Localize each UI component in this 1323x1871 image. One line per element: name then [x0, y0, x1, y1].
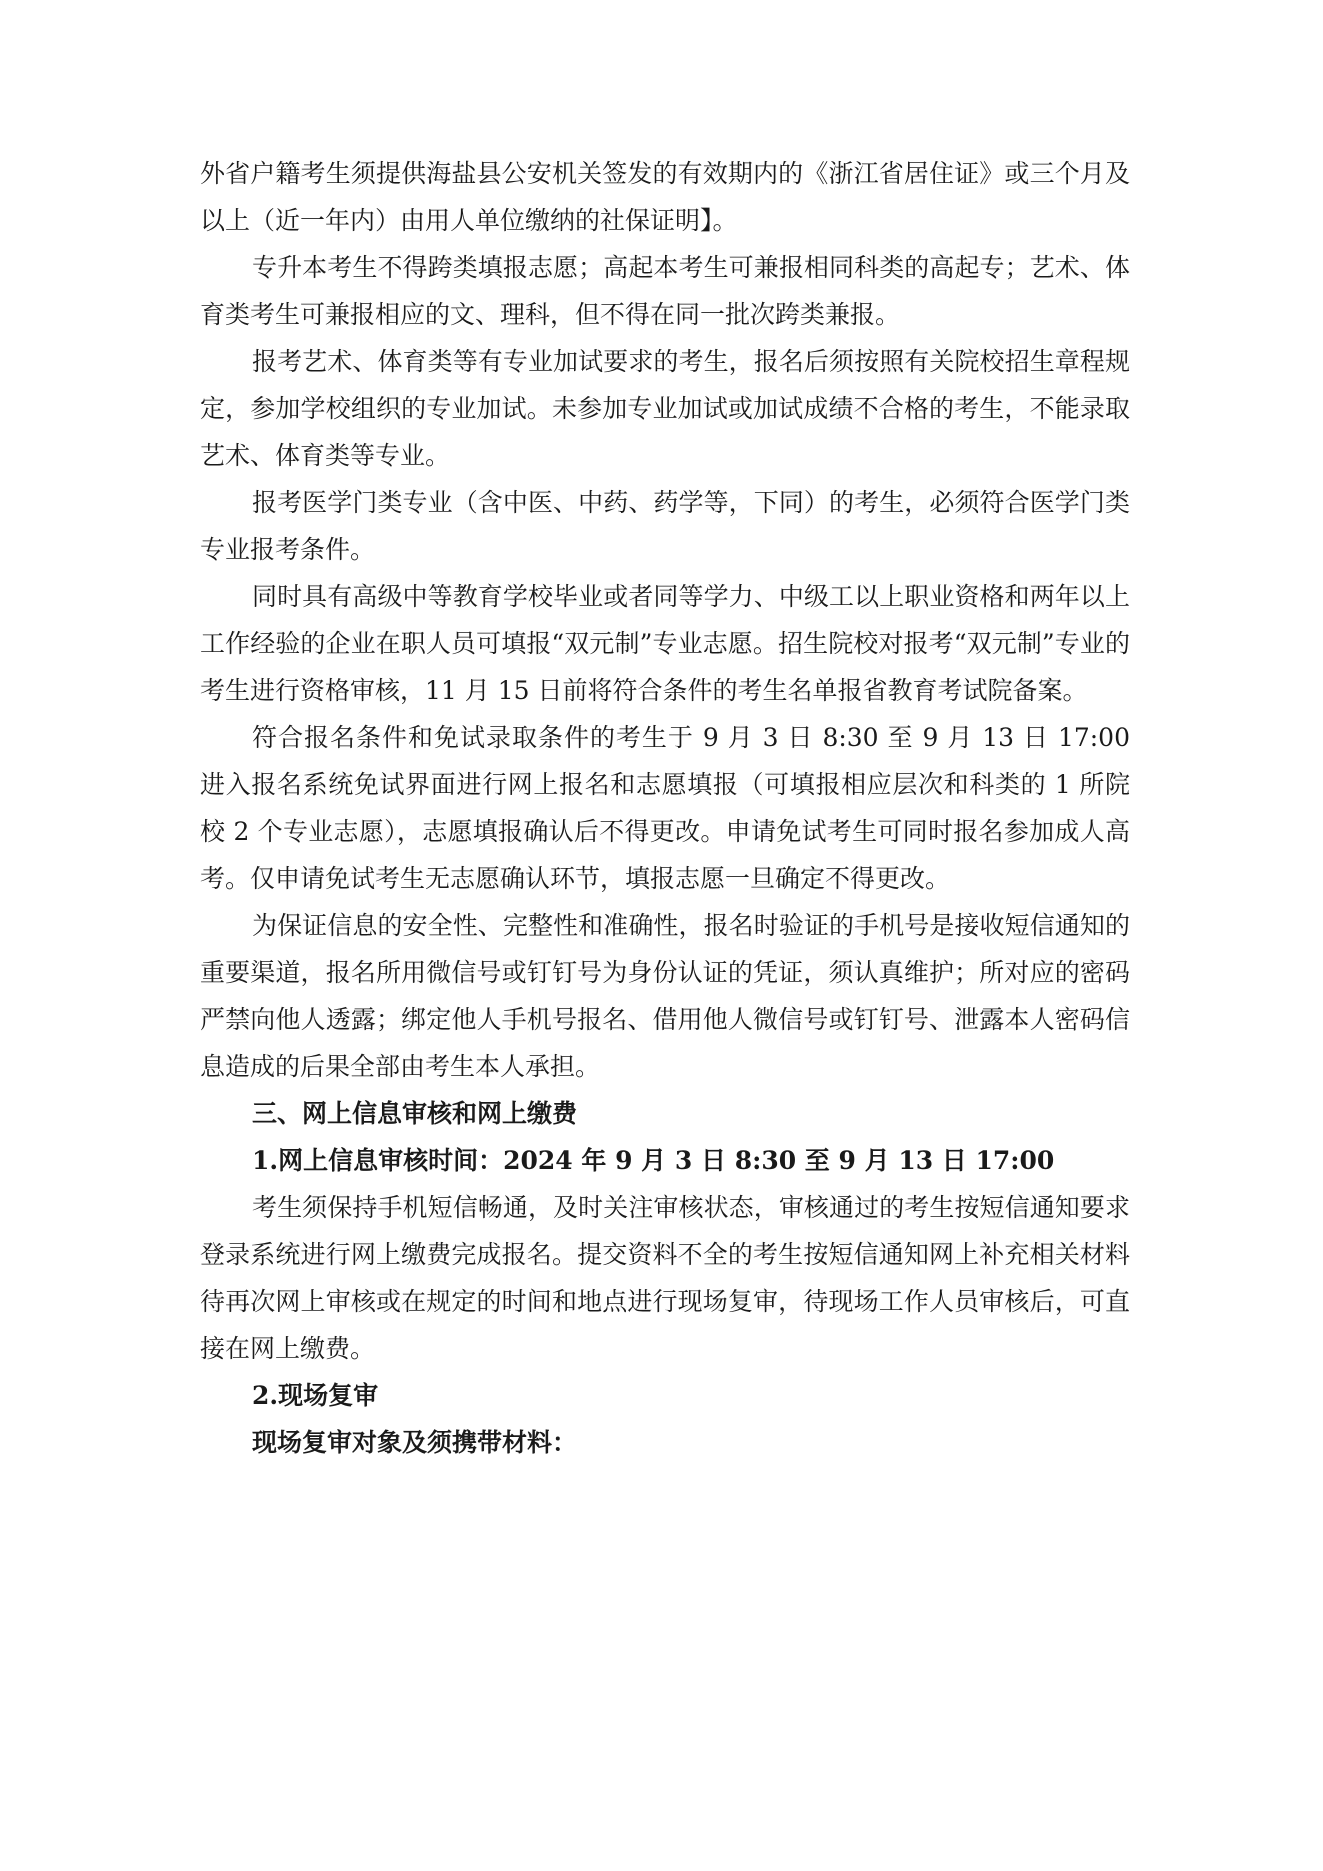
subheading-onsite-review: 2.现场复审 — [252, 1381, 379, 1410]
paragraph-residence-proof: 外省户籍考生须提供海盐县公安机关签发的有效期内的《浙江省居住证》或三个月及以上（近一年内）由用人单位缴纳的社保证明】。 — [200, 159, 1130, 235]
paragraph-account-security: 为保证信息的安全性、完整性和准确性，报名时验证的手机号是接收短信通知的重要渠道，报名所用微信号或钉钉号为身份认证的凭证，须认真维护；所对应的密码严禁向他人透露；绑定他人手机号报名、借用他人微信号或钉钉号、泄露本人密码信息造成的后果全部由考生本人承担。 — [200, 911, 1130, 1081]
subheading-onsite-materials: 现场复审对象及须携带材料： — [252, 1428, 578, 1457]
paragraph-exam-exemption: 符合报名条件和免试录取条件的考生于 9 月 3 日 8:30 至 9 月 13 日 17:00 进入报名系统免试界面进行网上报名和志愿填报（可填报相应层次和科类的 1 所院校 2 个专业志愿），志愿填报确认后不得更改。申请免试考生可同时报名参加成人高考。仅申请免试考生无志愿确认环节，填报志愿一旦确定不得更改。 — [200, 723, 1130, 893]
paragraph-cross-category-rules: 专升本考生不得跨类填报志愿；高起本考生可兼报相同科类的高起专；艺术、体育类考生可兼报相应的文、理科，但不得在同一批次跨类兼报。 — [200, 253, 1130, 329]
paragraph-medical-majors: 报考医学门类专业（含中医、中药、药学等，下同）的考生，必须符合医学门类专业报考条件。 — [200, 488, 1130, 564]
paragraph-review-process: 考生须保持手机短信畅通，及时关注审核状态，审核通过的考生按短信通知要求登录系统进行网上缴费完成报名。提交资料不全的考生按短信通知网上补充相关材料待再次网上审核或在规定的时间和地点进行现场复审，待现场工作人员审核后，可直接在网上缴费。 — [200, 1193, 1130, 1363]
subheading-review-time: 1.网上信息审核时间：2024 年 9 月 3 日 8:30 至 9 月 13 日 17:00 — [252, 1146, 1055, 1175]
section-heading-online-review: 三、网上信息审核和网上缴费 — [252, 1099, 578, 1128]
paragraph-art-sports-exam: 报考艺术、体育类等有专业加试要求的考生，报名后须按照有关院校招生章程规定，参加学校组织的专业加试。未参加专业加试或加试成绩不合格的考生，不能录取艺术、体育类等专业。 — [200, 347, 1130, 470]
paragraph-dual-system: 同时具有高级中等教育学校毕业或者同等学力、中级工以上职业资格和两年以上工作经验的企业在职人员可填报“双元制”专业志愿。招生院校对报考“双元制”专业的考生进行资格审核，11 月 15 日前将符合条件的考生名单报省教育考试院备案。 — [200, 582, 1130, 705]
document-body — [200, 150, 1130, 1466]
